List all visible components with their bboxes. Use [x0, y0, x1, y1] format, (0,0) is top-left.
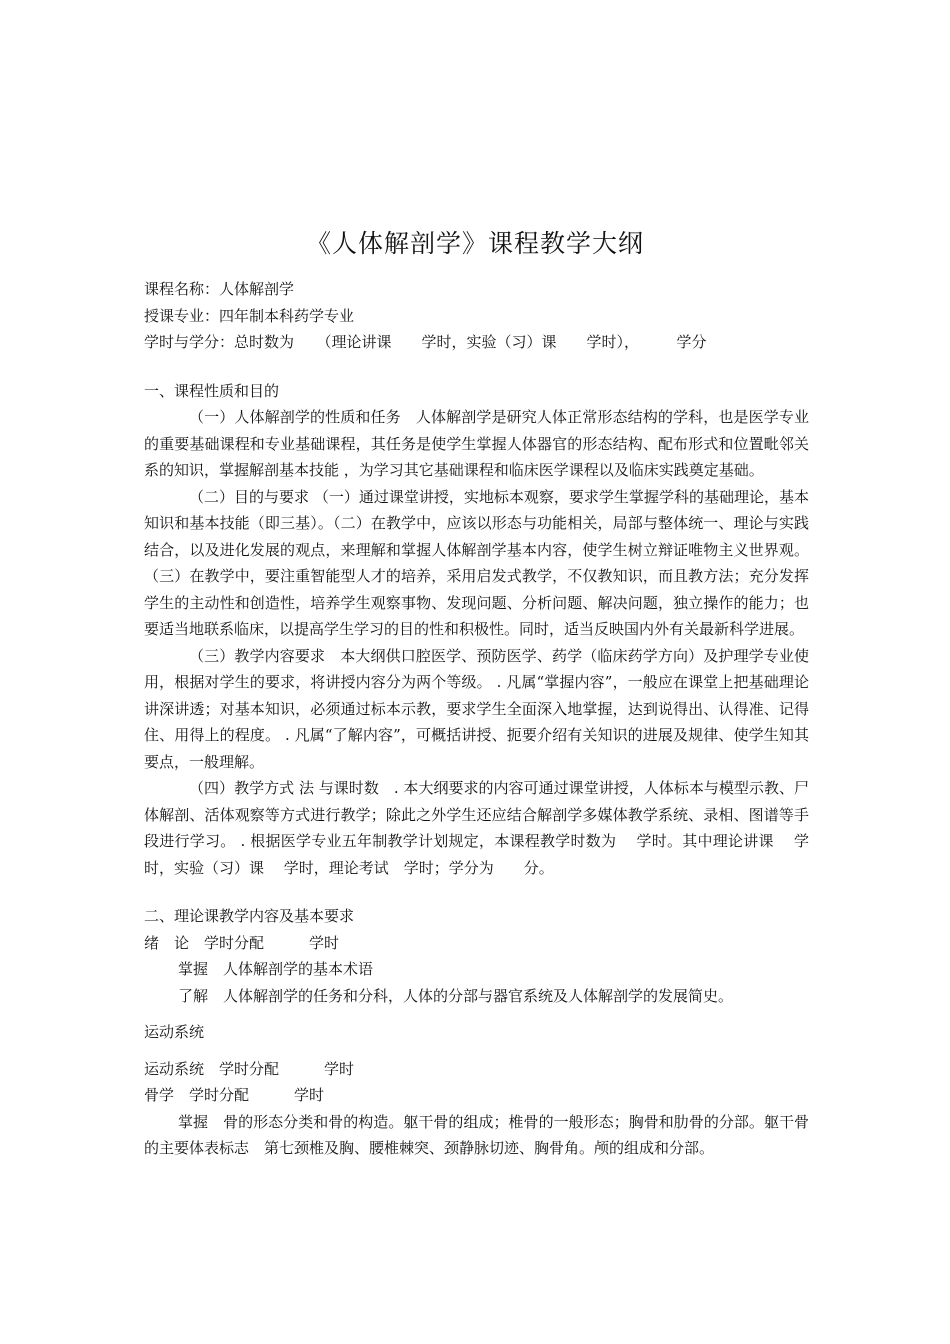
course-hours: 学时与学分：总时数为 （理论讲课 学时，实验（习）课 学时）， 学分 [144, 333, 707, 351]
spacer [144, 881, 809, 903]
motor-system-hours: 运动系统 学时分配 学时 [144, 1059, 355, 1078]
bone-hours: 骨学 学时分配 学时 [144, 1086, 325, 1104]
section1-paragraph-3: （三）教学内容要求 本大纲供口腔医学、预防医学、药学（临床药学方向）及护理学专业使用，根据对学生的要求，将讲授内容分为两个等级。 . 凡属“掌握内容”，一般应在课堂上把基础理论讲深讲透；对基本知识，必须通过标本示教，要求学生全面深入地掌握，达到说得出、认得准、记得住、用得上的程度。 . 凡属“了解内容”，可概括讲授、扼要介绍有关知识的进展及规律、使学生知其要点，一般理解。 [144, 646, 809, 771]
section2-heading: 二、理论课教学内容及基本要求 [144, 907, 355, 925]
intro-hours: 绪 论 学时分配 学时 [144, 933, 340, 952]
bone-master: 掌握 骨的形态分类和骨的构造。躯干骨的组成；椎骨的一般形态；胸骨和肋骨的分部。躯干骨的主要体表标志 第七颈椎及胸、腰椎棘突、颈静脉切迹、胸骨角。颅的组成和分部。 [144, 1112, 809, 1157]
spacer [144, 1046, 809, 1056]
section1-paragraph-1: （一）人体解剖学的性质和任务 人体解剖学是研究人体正常形态结构的学科，也是医学专业的重要基础课程和专业基础课程，其任务是使学生掌握人体器官的形态结构、配布形式和位置毗邻关系的知识，掌握解剖基本技能 ，为学习其它基础课程和临床医学课程以及临床实践奠定基础。 [144, 408, 809, 479]
section1-heading: 一、课程性质和目的 [144, 381, 280, 400]
spacer [144, 356, 809, 378]
document-title: 《人体解剖学》课程教学大纲 [305, 229, 644, 258]
intro-master: 掌握 人体解剖学的基本术语 [178, 960, 374, 978]
motor-system-heading: 运动系统 [144, 1023, 205, 1041]
course-major: 授课专业：四年制本科药学专业 [144, 306, 355, 325]
section1-paragraph-2: （二）目的与要求 （一）通过课堂讲授，实地标本观察，要求学生掌握学科的基础理论，基本知识和基本技能（即三基）。（二）在教学中，应该以形态与功能相关，局部与整体统一、理论与实践结合，以及进化发展的观点，来理解和掌握人体解剖学基本内容，使学生树立辩证唯物主义世界观。（三）在教学中，要注重智能型人才的培养，采用启发式教学，不仅教知识，而且教方法；充分发挥学生的主动性和创造性，培养学生观察事物、发现问题、分析问题、解决问题，独立操作的能力；也要适当地联系临床，以提高学生学习的目的性和积极性。同时，适当反映国内外有关最新科学进展。 [144, 487, 809, 638]
spacer [144, 1009, 809, 1019]
course-name: 课程名称：人体解剖学 [144, 280, 295, 298]
document-body [144, 276, 809, 1162]
intro-understand: 了解 人体解剖学的任务和分科，人体的分部与器官系统及人体解剖学的发展简史。 [178, 986, 734, 1005]
section1-paragraph-4: （四）教学方式 法 与课时数 . 本大纲要求的内容可通过课堂讲授，人体标本与模型示教、尸体解剖、活体观察等方式进行教学；除此之外学生还应结合解剖学多媒体教学系统、录相、图谱等手段进行学习。 . 根据医学专业五年制教学计划规定，本课程教学时数为 学时。其中理论讲课 学时，实验（习）课 学时，理论考试 学时；学分为 分。 [144, 779, 809, 877]
